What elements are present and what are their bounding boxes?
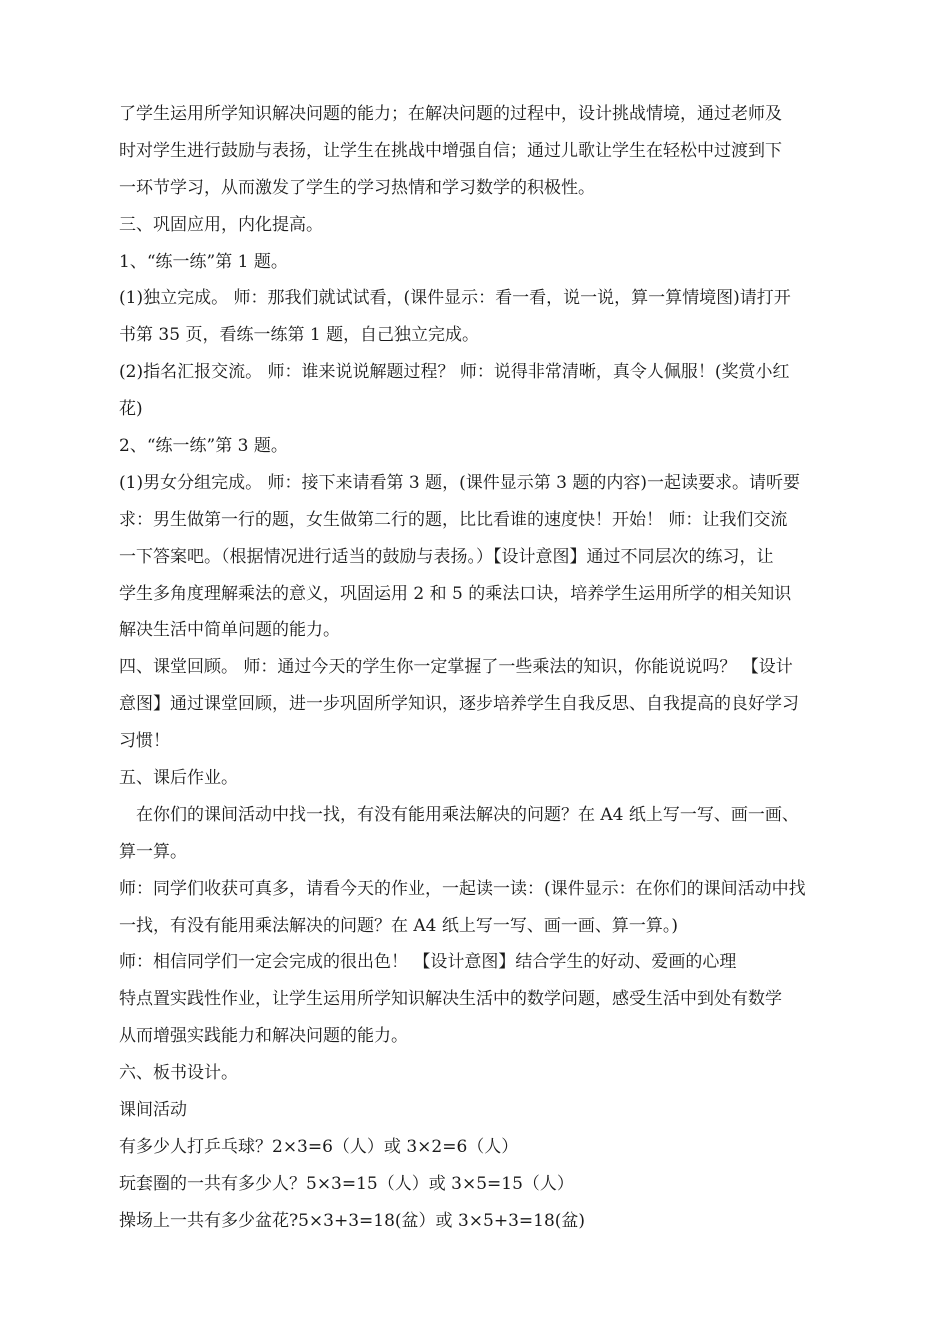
document-body — [119, 96, 861, 1240]
paragraph-line-13: 一下答案吧。（根据情况进行适当的鼓励与表扬。）【设计意图】通过不同层次的练习，让 — [119, 546, 774, 567]
subheading-exercise-3: 2、“练一练”第 3 题。 — [119, 436, 288, 457]
section-heading-4: 四、课堂回顾。 师：通过今天的学生你一定掌握了一些乘法的知识，你能说说吗？ 【设计 — [119, 657, 793, 678]
paragraph-line-23: 一找，有没有能用乘法解决的问题？在 A4 纸上写一写、画一画、算一算。) — [119, 915, 679, 936]
paragraph-line-26: 从而增强实践能力和解决问题的能力。 — [119, 1026, 408, 1047]
section-heading-3: 三、巩固应用，内化提高。 — [119, 214, 323, 235]
paragraph-line-15: 解决生活中简单问题的能力。 — [119, 620, 340, 641]
board-title: 课间活动 — [119, 1100, 187, 1121]
paragraph-line-12: 求：男生做第一行的题，女生做第二行的题，比比看谁的速度快！开始！ 师：让我们交流 — [119, 509, 788, 530]
paragraph-line-21: 算一算。 — [119, 841, 187, 862]
paragraph-line-7: 书第 35 页，看练一练第 1 题，自己独立完成。 — [119, 325, 480, 346]
paragraph-line-11: (1)男女分组完成。 师：接下来请看第 3 题，(课件显示第 3 题的内容)一起读要求。请听要 — [119, 472, 800, 493]
paragraph-line-9: 花) — [119, 399, 143, 420]
section-heading-6: 六、板书设计。 — [119, 1063, 238, 1084]
section-heading-5: 五、课后作业。 — [119, 768, 238, 789]
paragraph-line-14: 学生多角度理解乘法的意义，巩固运用 2 和 5 的乘法口诀，培养学生运用所学的相关知识 — [119, 583, 792, 604]
board-line-1: 有多少人打乒乓球？2×3=6（人）或 3×2=6（人） — [119, 1136, 519, 1157]
board-line-2: 玩套圈的一共有多少人？5×3=15（人）或 3×5=15（人） — [119, 1173, 574, 1194]
paragraph-line-20: 在你们的课间活动中找一找，有没有能用乘法解决的问题？在 A4 纸上写一写、画一画、 — [136, 804, 799, 825]
board-line-3: 操场上一共有多少盆花?5×3+3=18(盆）或 3×5+3=18(盆) — [119, 1210, 586, 1231]
paragraph-line-1: 了学生运用所学知识解决问题的能力；在解决问题的过程中，设计挑战情境，通过老师及 — [119, 104, 782, 124]
paragraph-line-2: 时对学生进行鼓励与表扬，让学生在挑战中增强自信；通过儿歌让学生在轻松中过渡到下 — [119, 140, 782, 161]
paragraph-line-24: 师：相信同学们一定会完成的很出色！ 【设计意图】结合学生的好动、爱画的心理 — [119, 952, 737, 973]
paragraph-line-8: (2)指名汇报交流。 师：谁来说说解题过程？ 师：说得非常清晰，真令人佩服！(奖赏小红 — [119, 362, 790, 383]
paragraph-line-3: 一环节学习，从而激发了学生的学习热情和学习数学的积极性。 — [119, 177, 595, 198]
paragraph-line-18: 习惯！ — [119, 731, 170, 752]
subheading-exercise-1: 1、“练一练”第 1 题。 — [119, 251, 288, 272]
paragraph-line-25: 特点置实践性作业，让学生运用所学知识解决生活中的数学问题，感受生活中到处有数学 — [119, 989, 782, 1010]
paragraph-line-6: (1)独立完成。 师：那我们就试试看，(课件显示：看一看，说一说，算一算情境图)请打开 — [119, 288, 791, 309]
paragraph-line-22: 师：同学们收获可真多，请看今天的作业，一起读一读：(课件显示：在你们的课间活动中找 — [119, 878, 806, 899]
paragraph-line-17: 意图】通过课堂回顾，进一步巩固所学知识，逐步培养学生自我反思、自我提高的良好学习 — [119, 694, 799, 715]
